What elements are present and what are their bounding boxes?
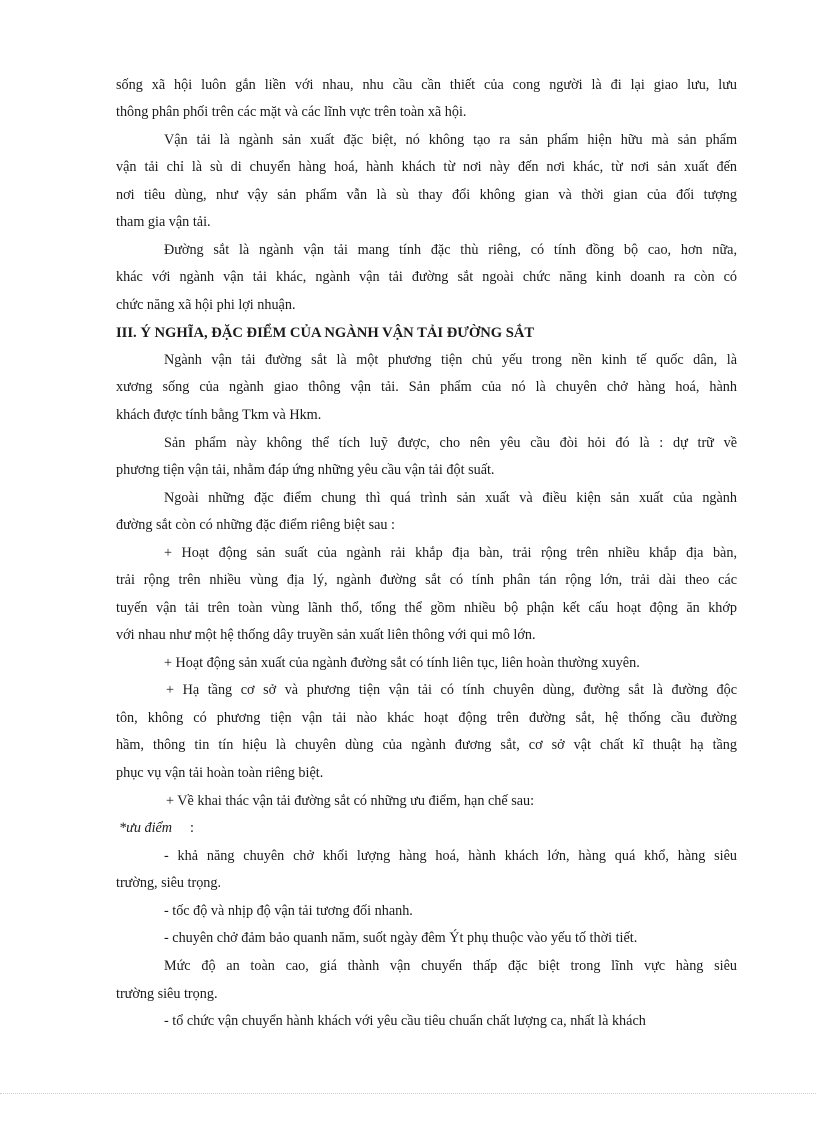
text-line: nơi tiêu dùng, như vậy sản phẩm vẫn là sù thay đổi không gian và thời gian của đối tượng [116, 187, 737, 203]
text-line: trải rộng trên nhiều vùng địa lý, ngành đường sắt có tính phân tán rộng lớn, trải dài theo các [116, 572, 737, 588]
text-line: Vận tải là ngành sản xuất đặc biệt, nó không tạo ra sản phẩm hiện hữu mà sản phẩm [164, 132, 737, 148]
text-line: vận tải chỉ là sù di chuyển hàng hoá, hành khách từ nơi này đến nơi khác, từ nơi sản xuất đến [116, 159, 737, 175]
text-line: Đường sắt là ngành vận tải mang tính đặc thù riêng, có tính đồng bộ cao, hơn nữa, [164, 242, 737, 258]
text-line: khách được tính bằng Tkm và Hkm. [116, 407, 322, 423]
section-heading: III. Ý NGHĨA, ĐẶC ĐIỂM CỦA NGÀNH VẬN TẢI ĐƯỜNG SẮT [116, 325, 535, 341]
text-line: Sản phẩm này không thể tích luỹ được, cho nên yêu cầu đòi hỏi đó là : dự trữ về [164, 435, 737, 451]
text-line: + Hoạt động sản xuất của ngành đường sắt có tính liên tục, liên hoàn thường xuyên. [164, 655, 640, 671]
text-line: + Về khai thác vận tải đường sắt có những ưu điểm, hạn chế sau: [166, 793, 535, 809]
text-line: tuyến vận tải trên toàn vùng lãnh thổ, tổng thể gồm nhiều bộ phận kết cấu hoạt động ăn khớp [116, 600, 737, 616]
text-line: - khả năng chuyên chở khối lượng hàng hoá, hành khách lớn, hàng quá khổ, hàng siêu [164, 848, 737, 864]
text-line: + Hoạt động sản suất của ngành rải khắp địa bàn, trải rộng trên nhiều khắp địa bàn, [164, 545, 737, 561]
text-line: xương sống của ngành giao thông vận tải. Sản phẩm của nó là chuyên chở hàng hoá, hành [116, 379, 737, 395]
text-line: với nhau như một hệ thống dây truyền sản xuất liên thông với qui mô lớn. [116, 627, 536, 643]
subheading-advantages: *ưu điểm [119, 820, 173, 836]
text-line: phương tiện vận tải, nhằm đáp ứng những yêu cầu vận tải đột suất. [116, 462, 495, 478]
page-bottom-rule [0, 1093, 816, 1094]
text-line: - tốc độ và nhịp độ vận tải tương đối nhanh. [164, 903, 413, 919]
text-line: tôn, không có phương tiện vận tải nào khác hoạt động trên đường sắt, hệ thống cầu đường [116, 710, 737, 726]
text-line: - tổ chức vận chuyển hành khách với yêu cầu tiêu chuẩn chất lượng ca, nhất là khách [164, 1013, 646, 1029]
text-line: Mức độ an toàn cao, giá thành vận chuyển thấp đặc biệt trong lĩnh vực hàng siêu [164, 958, 737, 974]
text-line: hầm, thông tin tín hiệu là chuyên dùng của ngành đương sắt, cơ sở vật chất kĩ thuật hạ tầng [116, 737, 737, 753]
text-line: sống xã hội luôn gắn liền với nhau, nhu cầu cần thiết của cong người là đi lại giao lưu, lưu [116, 77, 737, 93]
text-line: thông phân phối trên các mặt và các lĩnh vực trên toàn xã hội. [116, 104, 467, 120]
text-line: : [190, 820, 194, 836]
text-line: trường siêu trọng. [116, 986, 218, 1002]
text-line: đường sắt còn có những đặc điểm riêng biệt sau : [116, 517, 395, 533]
text-line: Ngoài những đặc điểm chung thì quá trình sản xuất và điều kiện sản xuất của ngành [164, 490, 737, 506]
text-line: + Hạ tầng cơ sở và phương tiện vận tải có tính chuyên dùng, đường sắt là đường độc [166, 682, 737, 698]
text-line: Ngành vận tải đường sắt là một phương tiện chủ yếu trong nền kinh tế quốc dân, là [164, 352, 737, 368]
text-line: trường, siêu trọng. [116, 875, 222, 891]
text-line: khác với ngành vận tải khác, ngành vận tải đường sắt ngoài chức năng kinh doanh ra còn có [116, 269, 737, 285]
text-line: - chuyên chở đảm bảo quanh năm, suốt ngày đêm Ýt phụ thuộc vào yếu tố thời tiết. [164, 930, 638, 946]
text-line: tham gia vận tải. [116, 214, 211, 230]
text-line: chức năng xã hội phi lợi nhuận. [116, 297, 296, 313]
text-line: phục vụ vận tải hoàn toàn riêng biệt. [116, 765, 324, 781]
